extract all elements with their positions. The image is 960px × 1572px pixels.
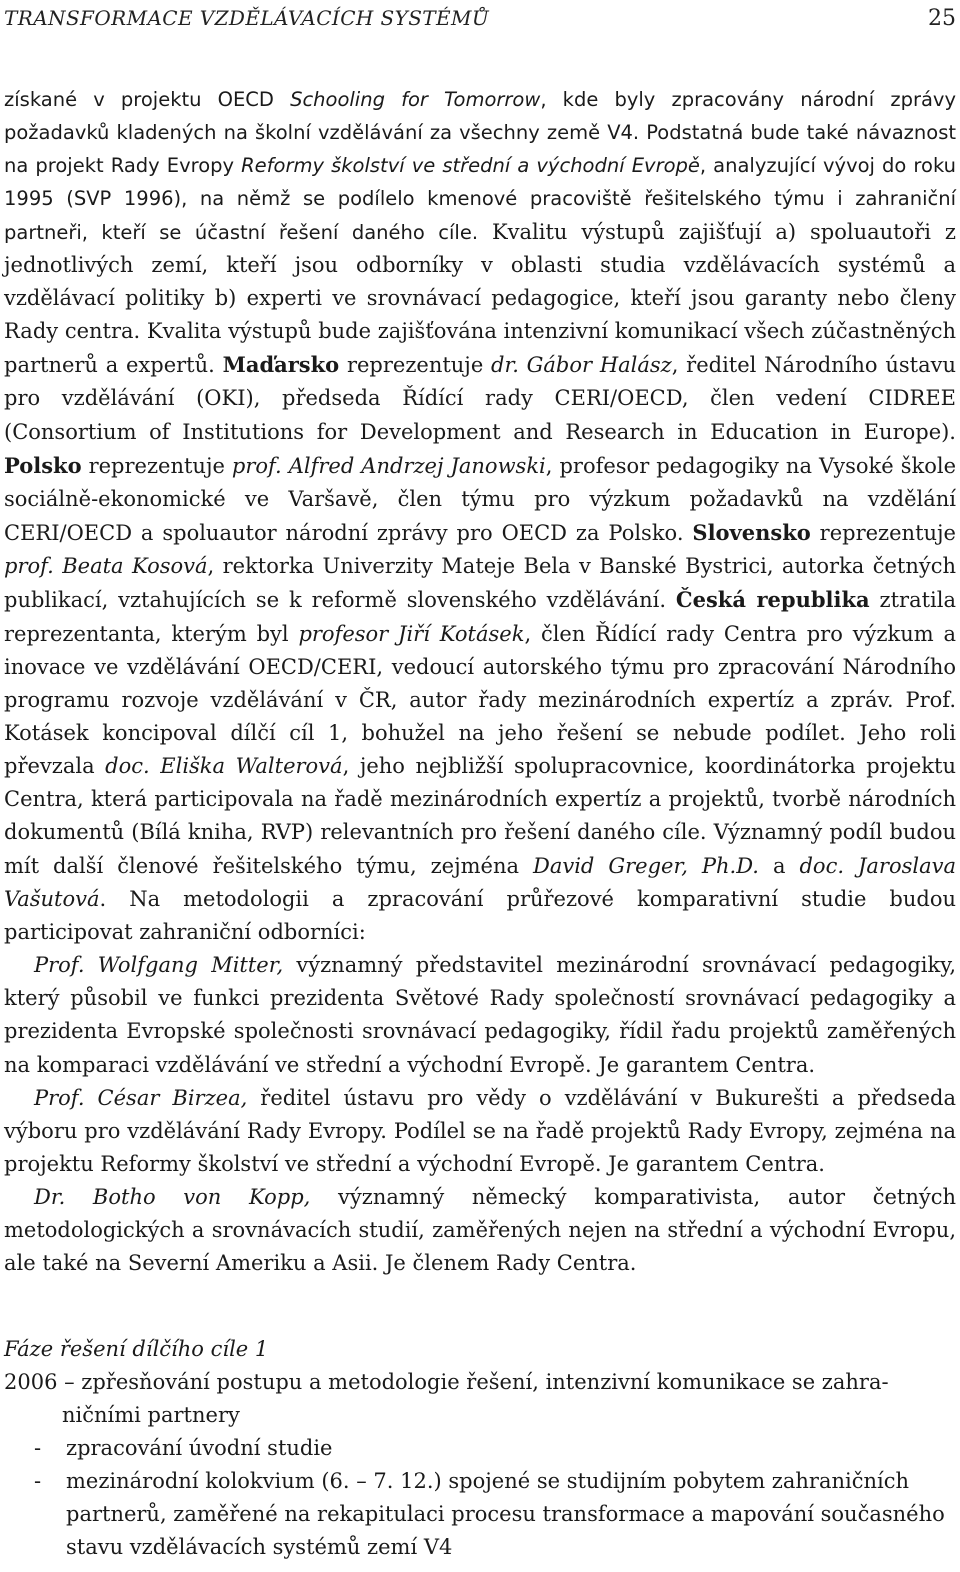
person-kosova: prof. Beata Kosová bbox=[4, 554, 208, 579]
phase-list bbox=[4, 1432, 956, 1564]
paragraph-birzea: Prof. César Birzea, ředitel ústavu pro vědy o vzdělávání v Bukurešti a předseda výboru pro vzdělávání Rady Evropy. Podílel se na řadě projektů Rady Evropy, zejména na projektu Reformy školství ve střední a východní Evropě. Je garantem Centra. bbox=[4, 1085, 956, 1176]
year-2006-line: 2006 – zpřesňování postupu a metodologie řešení, intenzivní komunikace se zahra- bbox=[4, 1370, 889, 1394]
running-header bbox=[4, 6, 956, 38]
phase-section bbox=[4, 1333, 956, 1564]
person-kotasek: profesor Jiří Kotásek bbox=[298, 621, 525, 646]
country-poland: Polsko bbox=[4, 452, 82, 478]
person-greger: David Greger, Ph.D. bbox=[533, 853, 759, 878]
year-2006-line-cont: ničními partnery bbox=[62, 1403, 240, 1427]
paragraph-main: získané v projektu OECD Schooling for Tomorrow, kde byly zpracovány národní zprávy požadavků kladených na školní vzdělávání za všechny země V4. Podstatná bude také návaznost na projekt Rady Evropy Reformy školství ve střední a východní Evropě, analyzující vývoj do roku 1995 (SVP 1996), na němž se podílelo kmenové pracoviště řešitelského týmu i zahraniční partneři, kteří se účastní řešení daného cíle. Kvalitu výstupů zajišťují a) spoluautoři z jednotlivých zemí, kteří jsou odborníky v oblasti studia vzdělávacích systémů a vzdělávací politiky b) experti ve srovnávací pedagogice, kteří jsou garanty nebo členy Rady centra. Kvalita výstupů bude zajišťována intenzivní komunikací všech zúčastněných partnerů a expertů. Maďarsko reprezentuje dr. Gábor Halász, ředitel Národního ústavu pro vzdělávání (OKI), předseda Řídící rady CERI/OECD, člen vedení CIDREE (Consortium of Institutions for Development and Research in Education in Europe). Polsko reprezentuje prof. Alfred Andrzej Janowski, profesor pedagogiky na Vysoké škole sociálně-ekonomické ve Varšavě, člen týmu pro výzkum požadavků na vzdělání CERI/OECD a spoluautor národní zprávy pro OECD za Polsko. Slovensko reprezentuje prof. Beata Kosová, rektorka Univerzity Mateje Bela v Banské Bystrici, autorka četných publikací, vztahujících se k reformě slovenského vzdělávání. Česká republika ztratila reprezentanta, kterým byl profesor Jiří Kotásek, člen Řídící rady Centra pro výzkum a inovace ve vzdělávání OECD/CERI, vedoucí autorského týmu pro zpracování Národního programu rozvoje vzdělávání v ČR, autor řady mezinárodních expertíz a zpráv. Prof. Kotásek koncipoval dílčí cíl 1, bohužel na jeho řešení se nebude podílet. Jeho roli převzala doc. Eliška Walterová, jeho nejbližší spolupracovnice, koordinátorka projektu Centra, která participovala na řadě mezinárodních expertíz a projektů, tvorbě národních dokumentů (Bílá kniha, RVP) relevantních pro řešení daného cíle. Významný podíl budou mít další členové řešitelského týmu, zejména David Greger, Ph.D. a doc. Jaroslava Vašutová. Na metodologii a zpracování průřezové komparativní studie budou participovat zahraniční odborníci: bbox=[4, 88, 957, 944]
person-walterova: doc. Eliška Walterová bbox=[105, 754, 343, 779]
body-text bbox=[4, 83, 956, 1281]
person-halasz: dr. Gábor Halász bbox=[491, 353, 672, 378]
country-hungary: Maďarsko bbox=[222, 352, 340, 378]
paragraph-mitter: Prof. Wolfgang Mitter, významný představitel mezinárodní srovnávací pedagogiky, který působil ve funkci prezidenta Světové Rady společností srovnávací pedagogiky a prezidenta Evropské společnosti srovnávací pedagogiky, řídil řadu projektů zaměřených na komparaci vzdělávání ve střední a východní Evropě. Je garantem Centra. bbox=[4, 953, 956, 1077]
running-title: TRANSFORMACE VZDĚLÁVACÍCH SYSTÉMŮ bbox=[4, 6, 490, 30]
person-janowski: prof. Alfred Andrzej Janowski bbox=[231, 453, 546, 478]
country-slovakia: Slovensko bbox=[692, 520, 811, 546]
list-item: - zpracování úvodní studie bbox=[34, 1436, 333, 1460]
list-item: - mezinárodní kolokvium (6. – 7. 12.) spojené se studijním pobytem zahraničních partnerů, zaměřené na rekapitulaci procesu transformace a mapování současného stavu vzdělávacích systémů zemí V4 bbox=[34, 1469, 945, 1559]
country-czech: Česká republika bbox=[675, 587, 870, 613]
section-title: Fáze řešení dílčího cíle 1 bbox=[4, 1337, 269, 1361]
page-number: 25 bbox=[928, 6, 956, 31]
person-vasutova: doc. Jaroslava Vašutová bbox=[4, 853, 957, 911]
paragraph-kopp: Dr. Botho von Kopp, významný německý komparativista, autor četných metodologických a srovnávacích studií, zaměřených nejen na střední a východní Evropu, ale také na Severní Ameriku a Asii. Je členem Rady Centra. bbox=[4, 1185, 957, 1276]
